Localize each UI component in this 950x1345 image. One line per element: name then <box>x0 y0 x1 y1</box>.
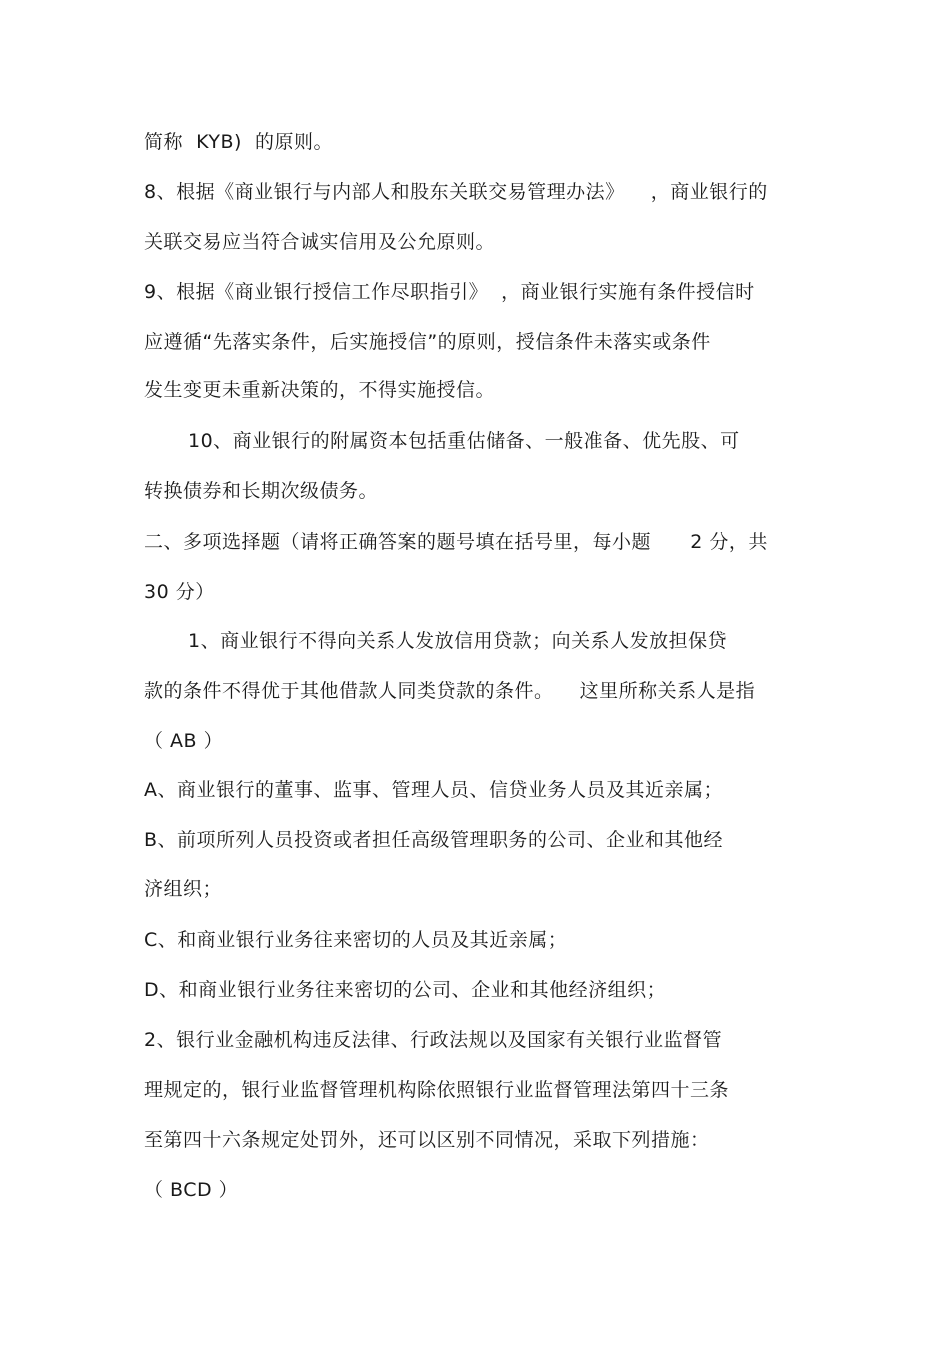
question-text: 理规定的，银行业监督管理机构除依照银行业监督管理法第四十三条 <box>144 1079 730 1101</box>
answer-text: （ AB ） <box>144 730 224 752</box>
section-heading: 二、多项选择题（请将正确答案的题号填在括号里，每小题 2 分，共 <box>144 531 768 553</box>
answer-text: （ BCD ） <box>144 1179 239 1201</box>
text-line: 10、商业银行的附属资本包括重估储备、一般准备、优先股、可 <box>188 430 740 452</box>
text-line: 8、根据《商业银行与内部人和股东关联交易管理办法》 ，商业银行的 <box>144 181 768 203</box>
text-line: 应遵循“先落实条件，后实施授信”的原则，授信条件未落实或条件 <box>144 331 711 353</box>
option-b-continued: 济组织； <box>144 878 223 900</box>
question-text: 1、商业银行不得向关系人发放信用贷款；向关系人发放担保贷 <box>188 630 728 652</box>
text-line: 关联交易应当符合诚实信用及公允原则。 <box>144 231 496 253</box>
text-line: 30 分） <box>144 581 215 603</box>
text-line: 发生变更未重新决策的，不得实施授信。 <box>144 379 496 401</box>
text-line: 9、根据《商业银行授信工作尽职指引》 ，商业银行实施有条件授信时 <box>144 281 755 303</box>
option-a: A、商业银行的董事、监事、管理人员、信贷业务人员及其近亲属； <box>144 779 723 801</box>
option-b: B、前项所列人员投资或者担任高级管理职务的公司、企业和其他经 <box>144 829 724 851</box>
question-text: 款的条件不得优于其他借款人同类贷款的条件。 这里所称关系人是指 <box>144 680 756 702</box>
text-line: 转换债券和长期次级债务。 <box>144 480 379 502</box>
question-text: 2、银行业金融机构违反法律、行政法规以及国家有关银行业监督管 <box>144 1029 723 1051</box>
option-c: C、和商业银行业务往来密切的人员及其近亲属； <box>144 929 568 951</box>
text-line: 简称 KYB) 的原则。 <box>144 131 333 153</box>
question-text: 至第四十六条规定处罚外，还可以区别不同情况，采取下列措施： <box>144 1129 710 1151</box>
option-d: D、和商业银行业务往来密切的公司、企业和其他经济组织； <box>144 979 667 1001</box>
